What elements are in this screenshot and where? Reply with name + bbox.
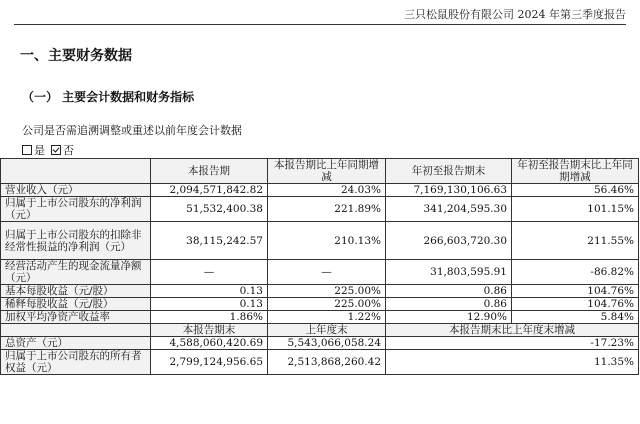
table-cell: -17.23% <box>386 337 639 350</box>
table-cell: 2,513,868,260.42 <box>268 350 386 375</box>
header-cell <box>1 159 151 184</box>
table-cell: 104.76% <box>512 285 639 298</box>
section-title: 一、主要财务数据 <box>20 48 132 64</box>
table-cell: 0.13 <box>151 285 268 298</box>
table-row <box>1 260 639 285</box>
option-yes[interactable] <box>22 144 45 157</box>
table-cell: 31,803,595.91 <box>386 260 512 285</box>
table-cell: 11.35% <box>386 350 639 375</box>
table-row <box>1 197 639 222</box>
table-header-row <box>1 159 639 184</box>
row-label: 营业收入（元） <box>1 184 151 197</box>
table-row <box>1 337 639 350</box>
table-cell: 104.76% <box>512 298 639 311</box>
table-cell: — <box>268 260 386 285</box>
table-cell: 2,799,124,956.65 <box>151 350 268 375</box>
table-row <box>1 222 639 260</box>
restatement-question: 公司是否需追溯调整或重述以前年度会计数据 <box>22 124 242 137</box>
option-no-label: 否 <box>63 144 74 157</box>
table-cell: 210.13% <box>268 222 386 260</box>
table-cell: 0.86 <box>386 298 512 311</box>
header-cell: 年初至报告期末 <box>386 159 512 184</box>
header-cell: 年初至报告期末比上年同期增减 <box>512 159 639 184</box>
table-cell: 221.89% <box>268 197 386 222</box>
table-row <box>1 350 639 375</box>
subsection-title: （一） 主要会计数据和财务指标 <box>22 90 195 104</box>
header-cell: 本报告期末 <box>151 324 268 337</box>
report-header-title: 三只松鼠股份有限公司 2024 年第三季度报告 <box>404 8 626 21</box>
table-cell: 211.55% <box>512 222 639 260</box>
header-cell: 上年度末 <box>268 324 386 337</box>
restatement-options <box>22 142 80 158</box>
checkbox-checked-icon[interactable] <box>51 145 61 155</box>
header-divider <box>14 24 626 25</box>
option-yes-label: 是 <box>34 144 45 157</box>
row-label: 总资产（元） <box>1 337 151 350</box>
table-cell: 2,094,571,842.82 <box>151 184 268 197</box>
financial-data-table <box>0 158 639 375</box>
table-cell: 266,603,720.30 <box>386 222 512 260</box>
row-label: 经营活动产生的现金流量净额（元） <box>1 260 151 285</box>
header-cell: 本报告期末比上年度末增减 <box>386 324 639 337</box>
balance-header-row <box>1 324 639 337</box>
table-cell: 5,543,066,058.24 <box>268 337 386 350</box>
table-cell: 5.84% <box>512 311 639 324</box>
header-cell: 本报告期比上年同期增减 <box>268 159 386 184</box>
table-cell: 341,204,595.30 <box>386 197 512 222</box>
option-no[interactable] <box>51 144 74 157</box>
table-cell: 56.46% <box>512 184 639 197</box>
header-cell: 本报告期 <box>151 159 268 184</box>
table-row <box>1 285 639 298</box>
table-cell: 1.86% <box>151 311 268 324</box>
table-cell: -86.82% <box>512 260 639 285</box>
checkbox-unchecked-icon[interactable] <box>22 145 32 155</box>
table-cell: — <box>151 260 268 285</box>
table-cell: 4,588,060,420.69 <box>151 337 268 350</box>
table-row <box>1 311 639 324</box>
row-label: 归属于上市公司股东的净利润（元） <box>1 197 151 222</box>
header-cell <box>1 324 151 337</box>
table-cell: 24.03% <box>268 184 386 197</box>
table-cell: 7,169,130,106.63 <box>386 184 512 197</box>
table-cell: 12.90% <box>386 311 512 324</box>
table-cell: 0.86 <box>386 285 512 298</box>
row-label: 基本每股收益（元/股） <box>1 285 151 298</box>
table-cell: 38,115,242.57 <box>151 222 268 260</box>
table-row <box>1 184 639 197</box>
table-row <box>1 298 639 311</box>
row-label: 归属于上市公司股东的扣除非经常性损益的净利润（元） <box>1 222 151 260</box>
row-label: 归属于上市公司股东的所有者权益（元） <box>1 350 151 375</box>
table-cell: 0.13 <box>151 298 268 311</box>
table-cell: 101.15% <box>512 197 639 222</box>
row-label: 加权平均净资产收益率 <box>1 311 151 324</box>
table-cell: 51,532,400.38 <box>151 197 268 222</box>
row-label: 稀释每股收益（元/股） <box>1 298 151 311</box>
table-cell: 1.22% <box>268 311 386 324</box>
table-cell: 225.00% <box>268 298 386 311</box>
table-cell: 225.00% <box>268 285 386 298</box>
